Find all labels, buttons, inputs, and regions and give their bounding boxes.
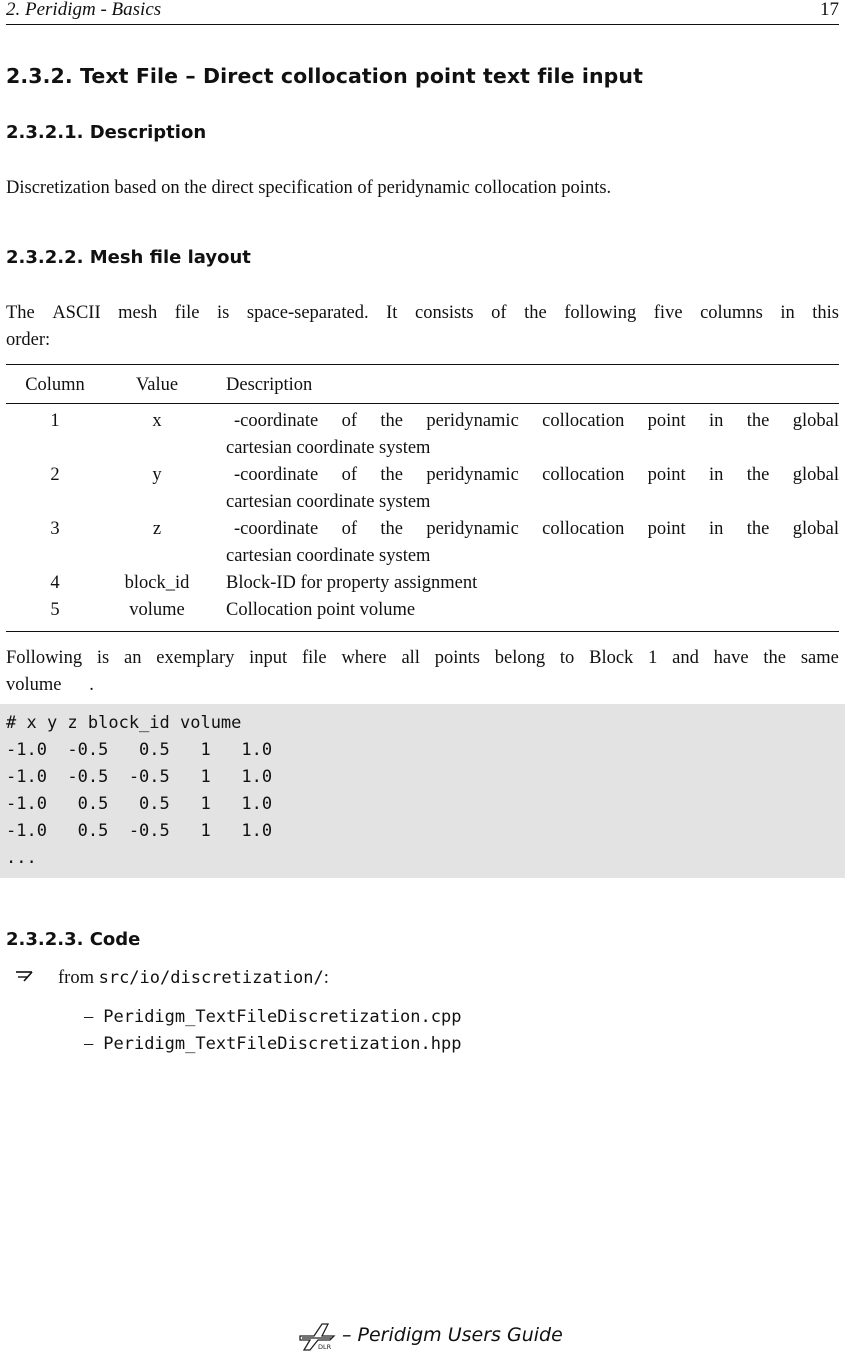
word: is: [96, 648, 110, 668]
word: an: [124, 648, 142, 668]
table-cell-value: volume: [129, 600, 185, 620]
source-prefix: from: [58, 968, 99, 988]
table-cell-column: 1: [50, 411, 60, 431]
code-line: -1.0 0.5 -0.5 1 1.0: [6, 821, 273, 841]
word: -coordinate: [234, 519, 319, 539]
word: have: [713, 648, 749, 668]
table-cell-description: Collocation point volume: [226, 600, 416, 620]
word: the: [524, 303, 547, 323]
word: columns: [700, 303, 763, 323]
word: peridynamic: [426, 519, 519, 539]
page-footer: [296, 1318, 563, 1352]
table-cell-value: block_id: [124, 573, 190, 593]
word: following: [564, 303, 637, 323]
word: space-separated.: [246, 303, 369, 323]
description-line-2: cartesian coordinate system: [226, 492, 431, 512]
word: file: [301, 648, 327, 668]
source-file-name: Peridigm_TextFileDiscretization.cpp: [103, 1007, 462, 1027]
description-line-1: [226, 462, 839, 489]
word: where: [341, 648, 387, 668]
table-cell-column: 2: [50, 465, 60, 485]
description-text: Discretization based on the direct specification of peridynamic collocation points.: [6, 178, 612, 198]
table-cell-value: z: [152, 519, 162, 539]
header-description: Description: [226, 375, 313, 395]
source-file-name: Peridigm_TextFileDiscretization.hpp: [103, 1034, 462, 1054]
example-intro: [6, 645, 839, 699]
word: the: [380, 465, 403, 485]
word: point: [647, 519, 686, 539]
word: input: [249, 648, 288, 668]
word: in: [709, 465, 724, 485]
dlr-logo-icon: [296, 1318, 338, 1352]
word: the: [746, 411, 770, 431]
word: the: [746, 519, 770, 539]
word: peridynamic: [426, 411, 519, 431]
word: five: [653, 303, 683, 323]
word: this: [812, 303, 839, 323]
code-lines: [0, 704, 845, 872]
mesh-layout-heading: 2.3.2.2. Mesh file layout: [6, 247, 251, 268]
source-path: src/io/discretization/: [98, 968, 324, 988]
word: all: [401, 648, 420, 668]
word: the: [746, 465, 770, 485]
table-cell-description: [226, 462, 839, 516]
table-cell-value: y: [152, 465, 162, 485]
word: collocation: [542, 465, 625, 485]
table-bottom-rule: [6, 631, 839, 632]
word: points: [434, 648, 480, 668]
word: -coordinate: [234, 465, 319, 485]
example-code-block: [0, 704, 845, 878]
word: global: [792, 465, 839, 485]
code-line: -1.0 -0.5 0.5 1 1.0: [6, 740, 273, 760]
table-cell-description: Block-ID for property assignment: [226, 573, 478, 593]
code-line: -1.0 0.5 0.5 1 1.0: [6, 794, 273, 814]
word: of: [491, 303, 507, 323]
chapter-title: 2. Peridigm - Basics: [6, 0, 162, 20]
table-cell-description: [226, 408, 839, 462]
word: of: [341, 519, 358, 539]
table-cell-value: x: [152, 411, 162, 431]
table-header-rule: [6, 403, 839, 404]
code-line: # x y z block_id volume: [6, 713, 242, 733]
description-line-1: [226, 408, 839, 435]
word: global: [792, 411, 839, 431]
word: of: [341, 465, 358, 485]
word: Following: [6, 648, 83, 668]
dash-bullet-icon: –: [84, 1007, 94, 1027]
word: to: [559, 648, 575, 668]
word: file: [174, 303, 200, 323]
word: peridynamic: [426, 465, 519, 485]
word: the: [380, 411, 403, 431]
word: -coordinate: [234, 411, 319, 431]
table-cell-column: 5: [50, 600, 60, 620]
example-line-1: [6, 645, 839, 672]
word: collocation: [542, 519, 625, 539]
section-title: 2.3.2. Text File – Direct collocation point text file input: [6, 64, 644, 88]
intro-line-1: [6, 300, 839, 327]
intro-line-2: order:: [6, 330, 51, 350]
arrow-bullet-icon: [14, 968, 58, 988]
word: point: [647, 465, 686, 485]
code-line: -1.0 -0.5 -0.5 1 1.0: [6, 767, 273, 787]
word: in: [709, 411, 724, 431]
code-line: ...: [6, 848, 37, 868]
description-heading: 2.3.2.1. Description: [6, 122, 207, 143]
word: the: [763, 648, 787, 668]
running-head: [6, 0, 839, 25]
word: the: [380, 519, 403, 539]
word: collocation: [542, 411, 625, 431]
table-cell-column: 3: [50, 519, 60, 539]
word: in: [709, 519, 724, 539]
word: and: [672, 648, 699, 668]
word: belong: [494, 648, 546, 668]
table-cell-column: 4: [50, 573, 60, 593]
source-file-item: [84, 1007, 461, 1028]
table-top-rule: [6, 364, 839, 365]
word: mesh: [118, 303, 158, 323]
word: same: [800, 648, 839, 668]
word: ASCII: [52, 303, 101, 323]
dash-bullet-icon: –: [84, 1034, 94, 1054]
header-value: Value: [135, 375, 179, 395]
word: global: [792, 519, 839, 539]
source-file-item: [84, 1034, 461, 1055]
word: consists: [415, 303, 474, 323]
description-line-2: cartesian coordinate system: [226, 546, 431, 566]
word: The: [6, 303, 35, 323]
code-heading: 2.3.2.3. Code: [6, 929, 141, 950]
word: 1: [648, 648, 658, 668]
description-line-1: [226, 516, 839, 543]
word: of: [341, 411, 358, 431]
word: in: [780, 303, 795, 323]
footer-title: – Peridigm Users Guide: [342, 1324, 563, 1346]
word: point: [647, 411, 686, 431]
word: is: [216, 303, 230, 323]
table-cell-description: [226, 516, 839, 570]
mesh-layout-intro: [6, 300, 839, 354]
arrow-bullet-svg: [14, 969, 36, 983]
word: exemplary: [156, 648, 235, 668]
page-number: 17: [820, 0, 839, 20]
logo-text: DLR: [318, 1343, 332, 1351]
header-column: Column: [25, 375, 85, 395]
source-location-item: [14, 968, 329, 989]
word: Block: [589, 648, 634, 668]
example-line-2: volume .: [6, 675, 94, 695]
word: It: [386, 303, 398, 323]
description-line-2: cartesian coordinate system: [226, 438, 431, 458]
source-suffix: :: [323, 968, 329, 988]
